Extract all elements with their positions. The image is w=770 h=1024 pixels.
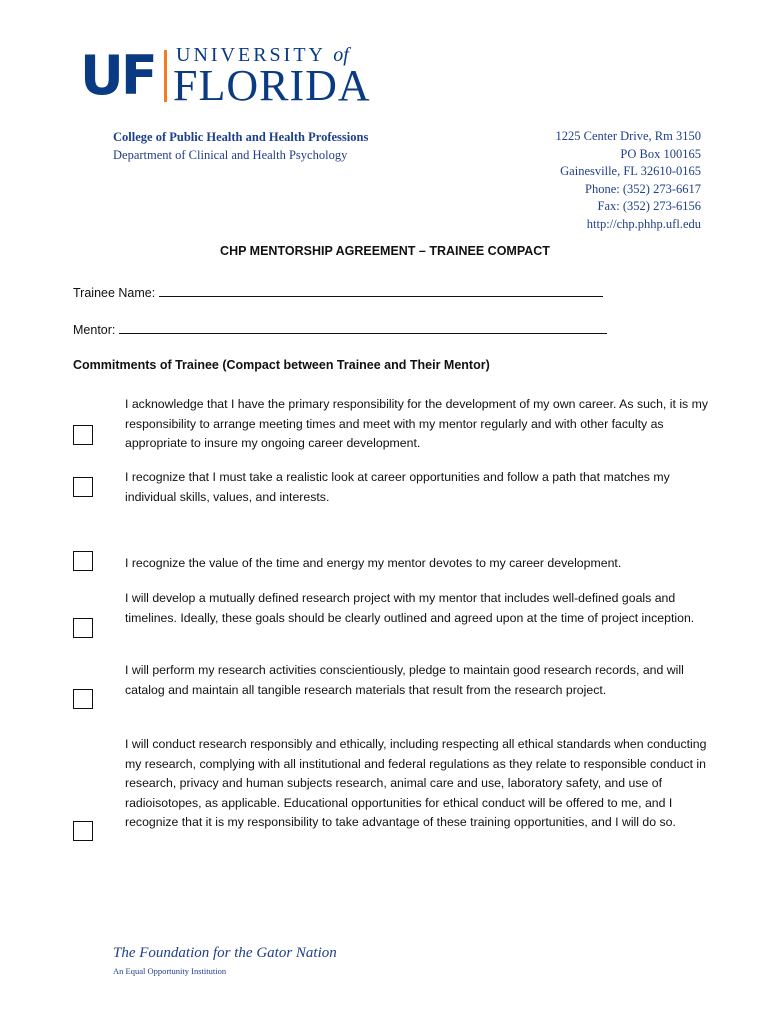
- trainee-name-label: Trainee Name:: [73, 286, 156, 300]
- commitment-checkbox[interactable]: [73, 477, 93, 497]
- commitment-text: I will perform my research activities conscientiously, pledge to maintain good research records, and will catalog and maintain all tangible research materials that result from the research project.: [125, 663, 684, 697]
- commitment-text: I recognize that I must take a realistic look at career opportunities and follow a path that matches my individual skills, values, and interests.: [125, 470, 670, 504]
- contact-address: [556, 128, 701, 234]
- address-line: PO Box 100165: [620, 146, 701, 161]
- logo-monogram: UF: [80, 44, 155, 107]
- commitment-text: I recognize the value of the time and energy my mentor devotes to my career development.: [125, 556, 622, 570]
- logo-divider: [164, 50, 167, 102]
- commitment-text: I will develop a mutually defined research project with my mentor that includes well-defined goals and timelines. Ideally, these goals should be clearly outlined and agreed upon at the time of project inception.: [125, 591, 695, 625]
- department-name: Department of Clinical and Health Psychology: [113, 148, 348, 162]
- commitment-checkbox[interactable]: [73, 618, 93, 638]
- commitment-checkbox[interactable]: [73, 821, 93, 841]
- fax-line: Fax: (352) 273-6156: [597, 199, 701, 214]
- trainee-name-field[interactable]: [159, 284, 603, 297]
- trainee-name-row: [73, 284, 603, 300]
- logo-university-word: UNIVERSITY: [176, 44, 326, 66]
- address-line: 1225 Center Drive, Rm 3150: [555, 129, 701, 143]
- section-heading: Commitments of Trainee (Compact between Trainee and Their Mentor): [73, 358, 490, 372]
- logo-of-word: of: [333, 44, 349, 66]
- footer-motto: The Foundation for the Gator Nation: [113, 945, 337, 961]
- page-title: CHP MENTORSHIP AGREEMENT – TRAINEE COMPACT: [220, 244, 550, 258]
- address-line: Gainesville, FL 32610-0165: [560, 164, 701, 179]
- college-name: College of Public Health and Health Professions: [113, 130, 369, 144]
- commitment-checkbox[interactable]: [73, 689, 93, 709]
- website-link[interactable]: http://chp.phhp.ufl.edu: [586, 216, 701, 231]
- phone-line: Phone: (352) 273-6617: [585, 181, 701, 196]
- commitment-checkbox[interactable]: [73, 551, 93, 571]
- mentor-row: [73, 321, 607, 337]
- commitment-checkbox[interactable]: [73, 425, 93, 445]
- university-logo: [80, 42, 380, 110]
- department-header: [113, 128, 368, 164]
- logo-florida-word: FLORIDA: [173, 61, 371, 110]
- mentor-name-field[interactable]: [119, 321, 607, 334]
- commitment-text: I will conduct research responsibly and ethically, including respecting all ethical standards when conducting my research, complying with all institutional and federal regulations as they relate to responsible conduct in research, privacy and human subjects research, animal care and use, laboratory safety, and use of radioisotopes, as applicable. Educational opportunities for ethical conduct will be offered to me, and I recognize that it is my responsibility to take advantage of these training opportunities, and I will do so.: [125, 737, 707, 830]
- equal-opportunity-note: An Equal Opportunity Institution: [113, 966, 227, 976]
- commitment-text: I acknowledge that I have the primary responsibility for the development of my own career. As such, it is my responsibility to arrange meeting times and meet with my mentor regularly and with other faculty as appropriate to insure my ongoing career development.: [125, 397, 709, 451]
- mentor-label: Mentor:: [73, 323, 116, 337]
